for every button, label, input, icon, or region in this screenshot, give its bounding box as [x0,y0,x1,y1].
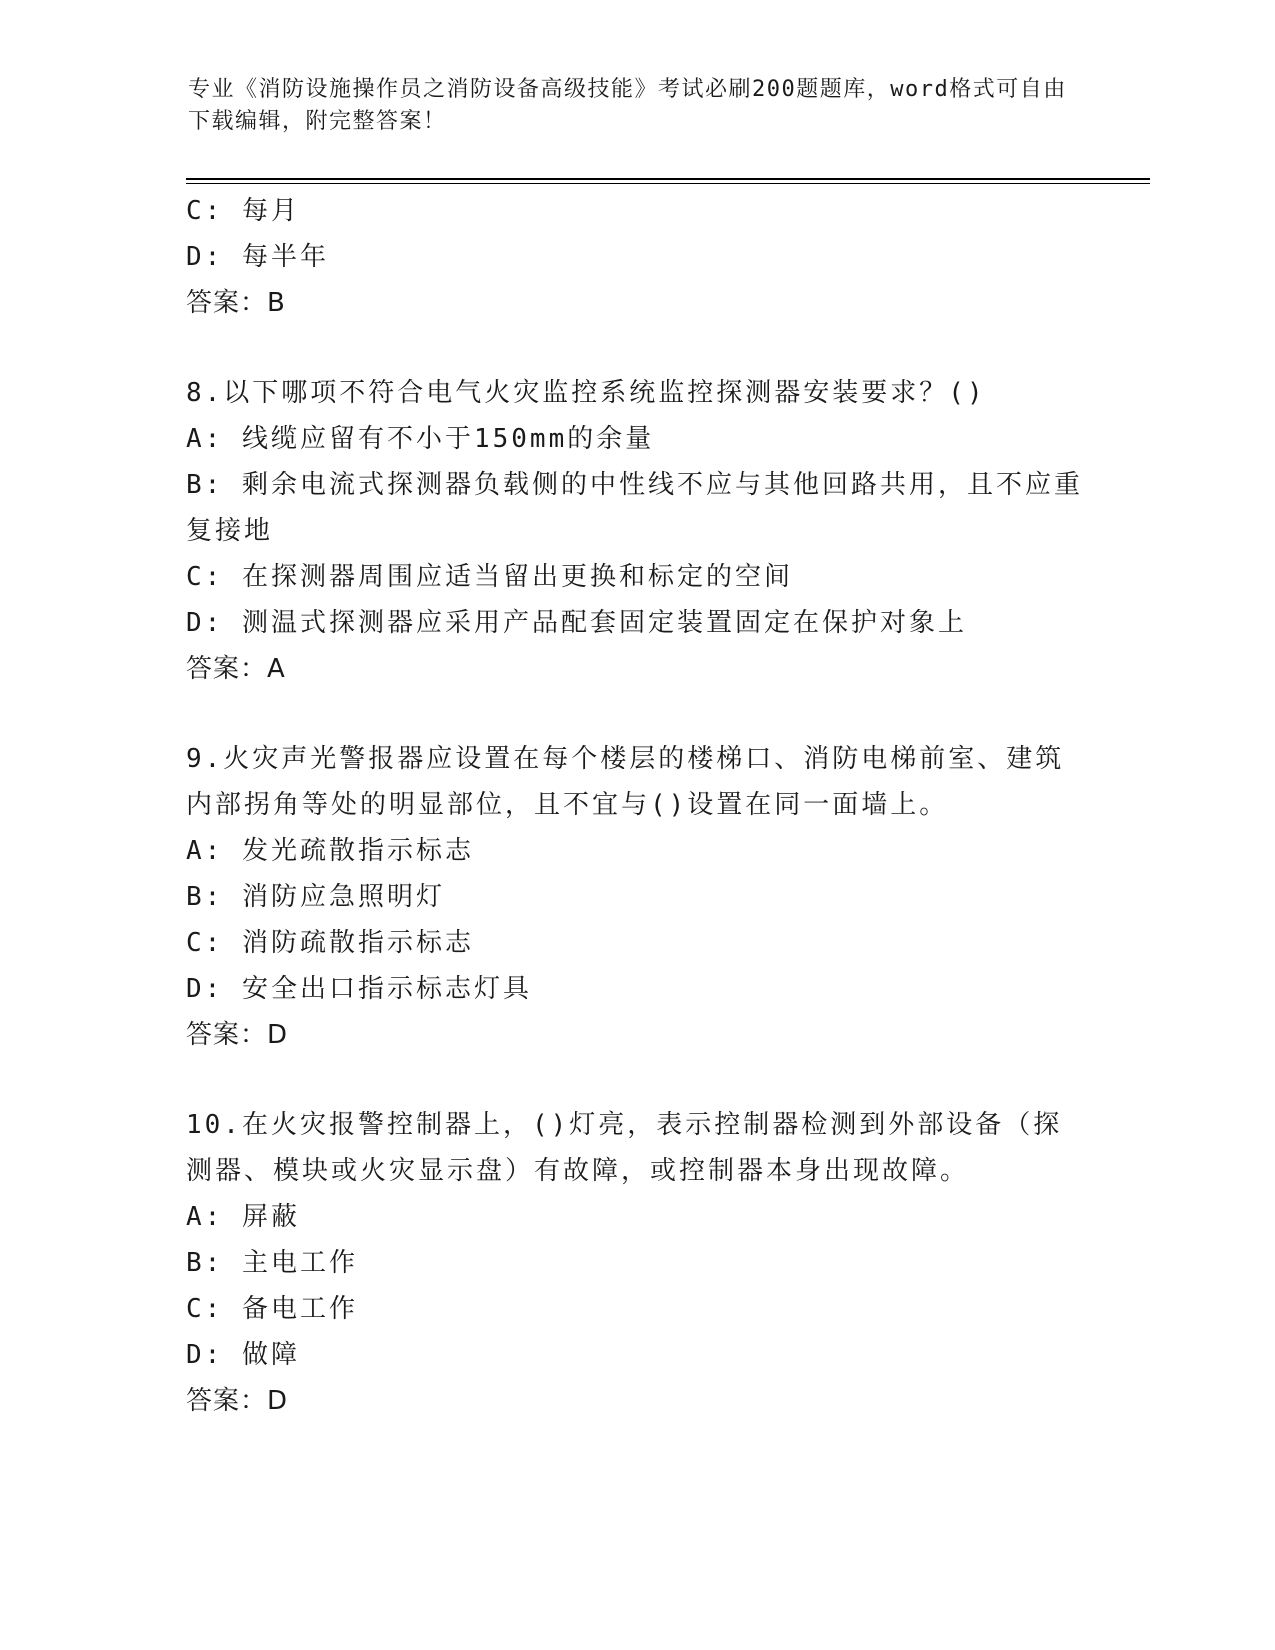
question-stem: 9.火灾声光警报器应设置在每个楼层的楼梯口、消防电梯前室、建筑内部拐角等处的明显部位，且不宜与()设置在同一面墙上。 [186,744,1065,820]
spacer [186,1058,1086,1102]
answer: 答案：A [186,654,286,684]
option-a: A: 屏蔽 [186,1202,300,1232]
answer: 答案：D [186,1020,289,1050]
question-8 [186,370,1086,692]
header-divider-thin [186,183,1150,184]
header-divider-thick [186,178,1150,180]
option-a: A: 发光疏散指示标志 [186,836,474,866]
option-c: C: 每月 [186,196,300,226]
answer: 答案：D [186,1386,289,1416]
question-stem: 8.以下哪项不符合电气火灾监控系统监控探测器安装要求？() [186,378,986,408]
answer: 答案：B [186,288,286,318]
option-b: B: 主电工作 [186,1248,358,1278]
question-10 [186,1102,1086,1424]
option-c: C: 备电工作 [186,1294,358,1324]
option-d: D: 每半年 [186,242,329,272]
question-stem: 10.在火灾报警控制器上，()灯亮，表示控制器检测到外部设备（探测器、模块或火灾显示盘）有故障，或控制器本身出现故障。 [186,1110,1063,1186]
option-d: D: 做障 [186,1340,300,1370]
document-header: 专业《消防设施操作员之消防设备高级技能》考试必刷200题题库，word格式可自由下载编辑，附完整答案！ [188,77,1067,134]
question-list [186,188,1086,1424]
question-7-tail [186,188,1086,326]
option-b: B: 消防应急照明灯 [186,882,445,912]
option-c: C: 消防疏散指示标志 [186,928,474,958]
option-c: C: 在探测器周围应适当留出更换和标定的空间 [186,562,793,592]
option-b: B: 剩余电流式探测器负载侧的中性线不应与其他回路共用，且不应重复接地 [186,470,1083,546]
option-a: A: 线缆应留有不小于150mm的余量 [186,424,655,454]
spacer [186,326,1086,370]
question-9 [186,736,1086,1058]
option-d: D: 安全出口指示标志灯具 [186,974,532,1004]
spacer [186,692,1086,736]
option-d: D: 测温式探测器应采用产品配套固定装置固定在保护对象上 [186,608,967,638]
